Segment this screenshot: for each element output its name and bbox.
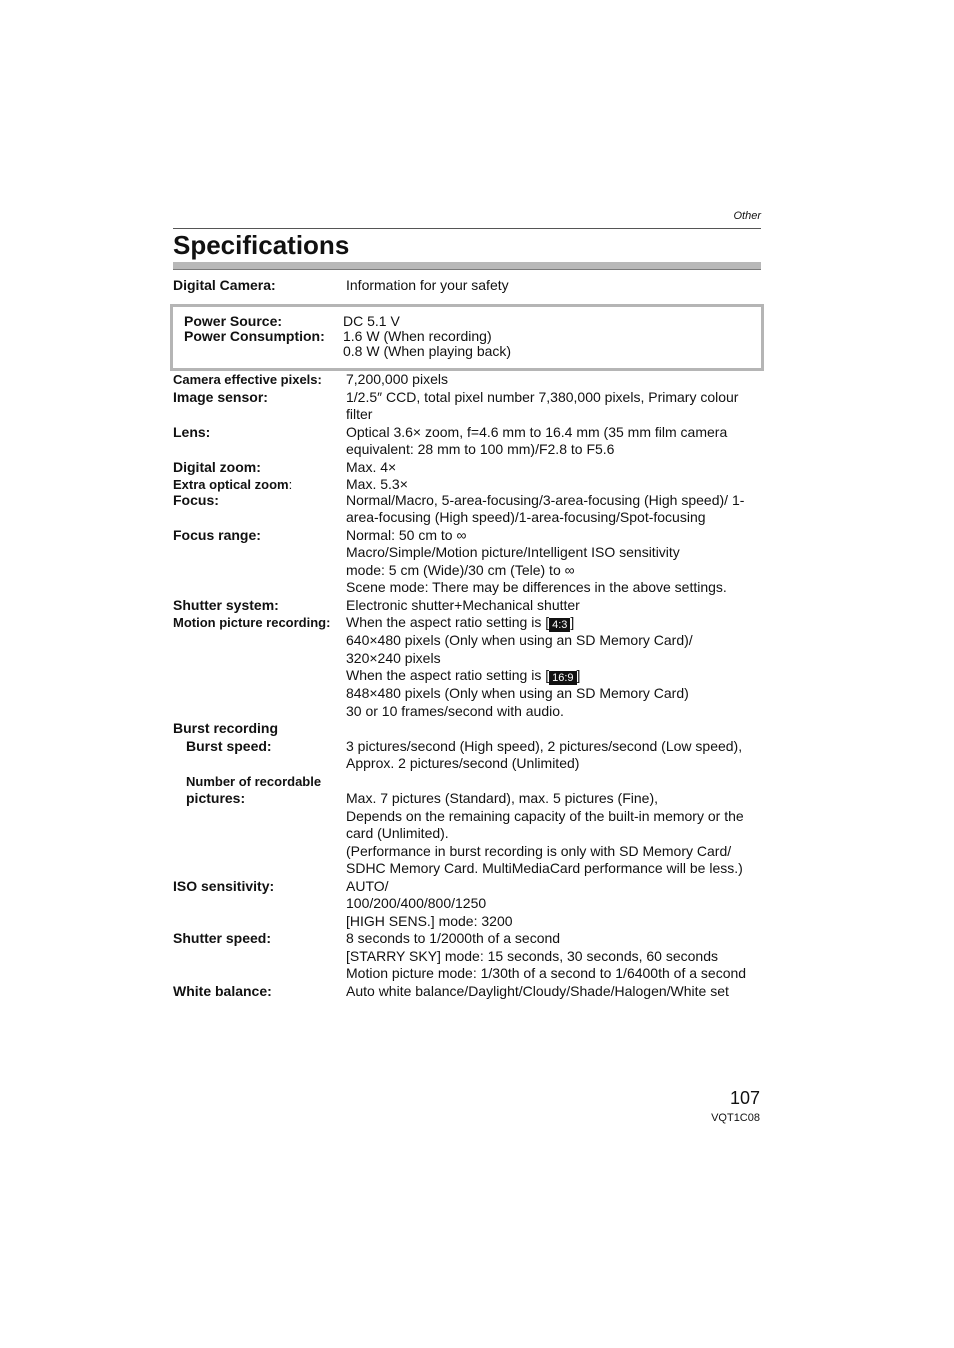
spec-label: Extra optical zoom (173, 477, 289, 492)
aspect-4-3-icon: 4:3 (549, 618, 570, 632)
power-consumption-recording: 1.6 W (When recording) (343, 328, 492, 344)
spec-label: pictures: (186, 790, 246, 806)
power-consumption-label: Power Consumption: (184, 328, 325, 344)
spec-row-white-balance (173, 983, 761, 1001)
spec-value-line: Depends on the remaining capacity of the built-in memory or the card (Unlimited). (346, 807, 744, 841)
spec-value: 1/2.5″ CCD, total pixel number 7,380,000 pixels, Primary colour filter (346, 388, 739, 422)
power-source-label: Power Source: (184, 313, 283, 329)
spec-label: Lens: (173, 423, 211, 440)
spec-label: Shutter speed: (173, 930, 272, 946)
section-label: Other (733, 210, 761, 222)
spec-value: Optical 3.6× zoom, f=4.6 mm to 16.4 mm (35 mm film camera equivalent: 28 mm to 100 mm)/F2.8 to F5.6 (346, 423, 728, 457)
spec-row-focus-range (173, 527, 761, 597)
spec-value: Electronic shutter+Mechanical shutter (346, 596, 580, 613)
spec-value: Max. 4× (346, 458, 397, 475)
spec-value-line: (Performance in burst recording is only with SD Memory Card/ SDHC Memory Card. MultiMediaCard performance will be less.) (346, 842, 743, 876)
spec-value: Normal/Macro, 5-area-focusing/3-area-focusing (High speed)/ 1-area-focusing (High speed)/1-area-focusing/Spot-focusing (346, 491, 745, 525)
spec-value-line: 3 pictures/second (High speed), 2 pictures/second (Low speed), (346, 737, 743, 754)
spec-label: Focus range: (173, 526, 261, 543)
spec-label: ISO sensitivity: (173, 877, 275, 894)
aspect-suffix: ] (576, 667, 581, 683)
spec-row-lens (173, 424, 761, 459)
spec-value-line: Motion picture mode: 1/30th of a second to 1/6400th of a second (346, 965, 747, 981)
power-consumption-playback: 0.8 W (When playing back) (343, 343, 512, 359)
aspect-suffix: ] (570, 614, 575, 630)
spec-value-line: 8 seconds to 1/2000th of a second (346, 930, 561, 946)
spec-value-line: Scene mode: There may be differences in the above settings. (346, 579, 727, 595)
intro-value: Information for your safety (346, 277, 509, 293)
spec-value-line: 100/200/400/800/1250 (346, 895, 487, 911)
spec-row-burst-number (173, 773, 761, 791)
spec-value-line: 320×240 pixels (346, 649, 441, 666)
spec-value-line: Macro/Simple/Motion picture/Intelligent ISO sensitivity (346, 544, 680, 560)
power-source-value: DC 5.1 V (343, 313, 400, 329)
spec-row-image-sensor (173, 389, 761, 424)
spec-label: Focus: (173, 491, 219, 508)
spec-row-focus (173, 492, 761, 527)
spec-label: Burst speed: (186, 737, 272, 754)
spec-row-digital-zoom (173, 459, 761, 477)
aspect-16-9-icon: 16:9 (549, 671, 576, 685)
spec-value: 7,200,000 pixels (346, 371, 448, 387)
spec-label-colon: : (288, 477, 293, 492)
spec-value-line: mode: 5 cm (Wide)/30 cm (Tele) to ∞ (346, 561, 575, 578)
title-underline-shadow (173, 269, 761, 270)
intro-row (173, 277, 761, 295)
spec-value: Max. 5.3× (346, 476, 408, 492)
spec-label: White balance: (173, 982, 272, 999)
power-box (170, 304, 764, 371)
spec-value-line: 848×480 pixels (Only when using an SD Memory Card) (346, 685, 689, 701)
spec-row-shutter-system (173, 597, 761, 615)
spec-value-line: AUTO/ (346, 877, 389, 894)
page-number: 107 (729, 1088, 760, 1108)
spec-label: Burst recording (173, 720, 279, 736)
spec-row-burst-speed (173, 738, 761, 773)
spec-row-burst-pictures (173, 790, 761, 878)
aspect-prefix: When the aspect ratio setting is [ (346, 614, 550, 630)
spec-value-line: 640×480 pixels (Only when using an SD Memory Card)/ (346, 632, 693, 648)
spec-label: Number of recordable (186, 773, 322, 789)
spec-label: Camera effective pixels: (173, 372, 322, 387)
spec-value-line: [STARRY SKY] mode: 15 seconds, 30 seconds, 60 seconds (346, 947, 718, 964)
spec-value-line: Max. 7 pictures (Standard), max. 5 pictures (Fine), (346, 790, 658, 806)
document-code: VQT1C08 (711, 1112, 760, 1124)
spec-row-motion-picture (173, 614, 761, 720)
intro-label: Digital Camera: (173, 277, 276, 293)
spec-value-line: Normal: 50 cm to ∞ (346, 526, 467, 543)
spec-value-line: Approx. 2 pictures/second (Unlimited) (346, 755, 580, 771)
spec-value: Auto white balance/Daylight/Cloudy/Shade/Halogen/White set (346, 982, 729, 999)
spec-label: Digital zoom: (173, 458, 261, 475)
spec-label: Image sensor: (173, 388, 268, 405)
spec-row-iso (173, 878, 761, 931)
page-title: Specifications (173, 230, 350, 260)
aspect-prefix: When the aspect ratio setting is [ (346, 667, 550, 683)
spec-row-effective-pixels (173, 371, 761, 389)
spec-row-burst (173, 720, 761, 738)
spec-label: Shutter system: (173, 596, 279, 613)
spec-value-line: [HIGH SENS.] mode: 3200 (346, 912, 513, 929)
spec-list (173, 371, 761, 1000)
spec-value-line: 30 or 10 frames/second with audio. (346, 702, 564, 719)
spec-label: Motion picture recording: (173, 615, 331, 630)
spec-row-shutter-speed (173, 930, 761, 983)
